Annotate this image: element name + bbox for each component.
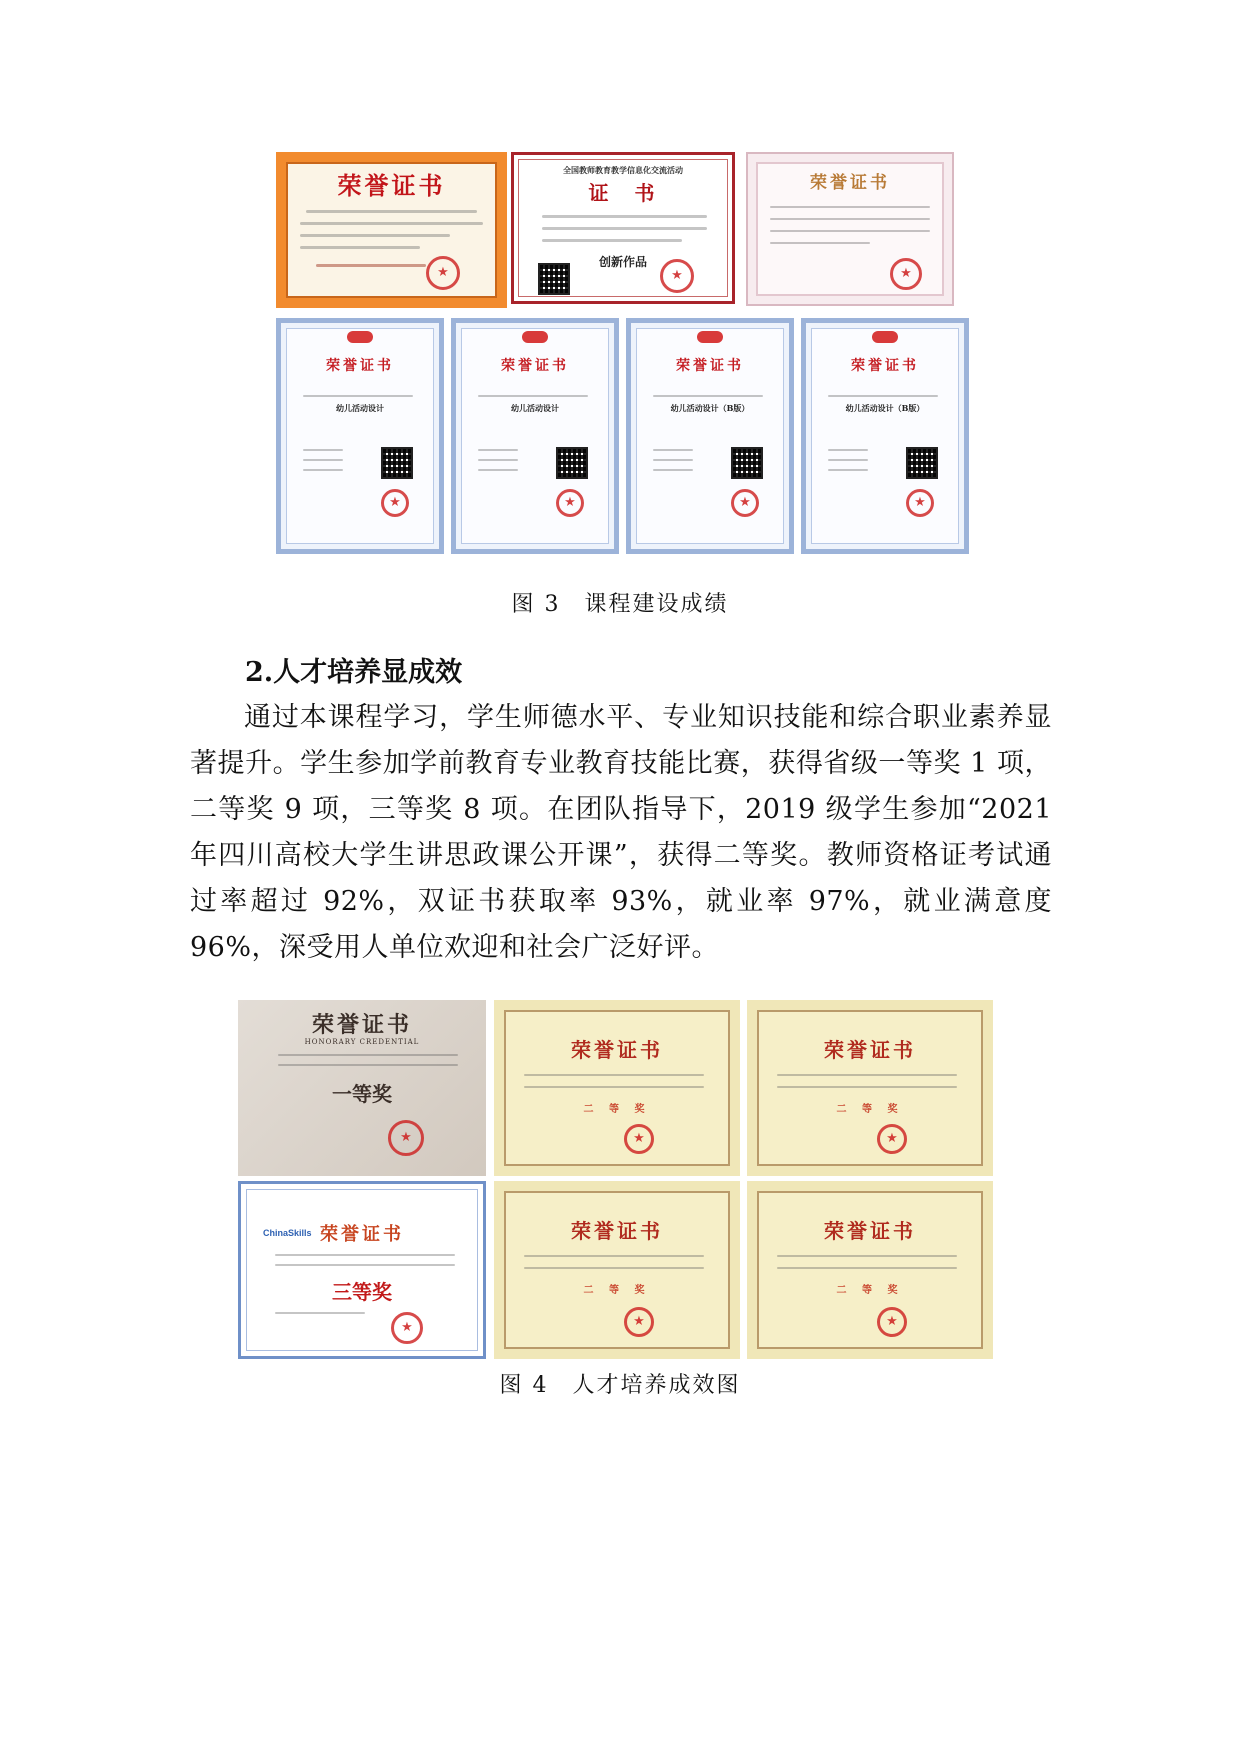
certificate-title: 荣誉证书: [571, 1219, 663, 1243]
logo-icon: [697, 331, 723, 343]
qr-code-icon: [556, 447, 588, 479]
qr-code-icon: [381, 447, 413, 479]
certificate-title: 荣誉证书: [337, 171, 446, 200]
qr-code-icon: [906, 447, 938, 479]
certificate-grey: [238, 1000, 486, 1176]
figure-3-caption: 图 3 课程建设成绩: [511, 592, 729, 617]
red-seal: [381, 489, 409, 517]
red-seal: [890, 258, 922, 290]
certificate-course: 幼儿活动设计: [511, 403, 559, 413]
certificate-title: 证 书: [588, 181, 658, 205]
red-seal: [426, 256, 460, 290]
certificate-title: 荣誉证书: [851, 358, 919, 374]
qr-code-icon: [731, 447, 763, 479]
red-seal: [556, 489, 584, 517]
certificate-award: 三等奖: [332, 1280, 392, 1304]
certificate-award: 二 等 奖: [583, 1104, 651, 1115]
certificate-title: 荣誉证书: [810, 173, 890, 193]
red-seal: [388, 1120, 424, 1156]
certificate-red-frame: [511, 152, 735, 304]
certificate-course: 幼儿活动设计（B版）: [845, 403, 925, 413]
certificate-title: 荣誉证书: [326, 358, 394, 374]
red-seal: [660, 259, 694, 293]
logo-icon: [872, 331, 898, 343]
certificate-blue-2: [451, 318, 619, 554]
certificate-course: 幼儿活动设计（B版）: [670, 403, 750, 413]
certificate-award: 二 等 奖: [836, 1285, 904, 1296]
certificate-pink: [746, 152, 954, 306]
certificate-orange: [276, 152, 507, 308]
certificate-title: 荣誉证书: [824, 1219, 916, 1243]
certificate-cream-2: [747, 1000, 993, 1176]
certificate-title: 荣誉证书: [320, 1224, 404, 1245]
certificate-title: 荣誉证书: [311, 1012, 412, 1038]
red-seal: [877, 1307, 907, 1337]
red-seal: [877, 1124, 907, 1154]
certificate-cream-4: [747, 1181, 993, 1359]
certificate-cream-3: [494, 1181, 740, 1359]
red-seal: [624, 1124, 654, 1154]
section-heading: 2.人才培养显成效: [245, 657, 463, 688]
red-seal: [624, 1307, 654, 1337]
certificate-subtitle: HONORARY CREDENTIAL: [304, 1038, 420, 1046]
logo-icon: [522, 331, 548, 343]
certificate-blue-1: [276, 318, 444, 554]
certificate-title: 荣誉证书: [501, 358, 569, 374]
red-seal: [906, 489, 934, 517]
red-seal: [731, 489, 759, 517]
logo-icon: [347, 331, 373, 343]
certificate-skills: [238, 1181, 486, 1359]
certificate-blue-4: [801, 318, 969, 554]
chinaskills-logo: ChinaSkills: [263, 1228, 312, 1238]
certificate-blue-3: [626, 318, 794, 554]
red-seal: [391, 1312, 423, 1344]
certificate-title: 荣誉证书: [824, 1038, 916, 1062]
qr-code-icon: [538, 263, 570, 295]
certificate-award: 二 等 奖: [583, 1285, 651, 1296]
certificate-course: 幼儿活动设计: [336, 403, 384, 413]
certificate-award: 创新作品: [598, 255, 647, 269]
certificate-title: 荣誉证书: [571, 1038, 663, 1062]
section-paragraph: 通过本课程学习，学生师德水平、专业知识技能和综合职业素养显著提升。学生参加学前教育专业教育技能比赛，获得省级一等奖 1 项，二等奖 9 项，三等奖 8 项。在团队指导下，2019 级学生参加“2021 年四川高校大学生讲思政课公开课”，获得二等奖。教师资格证考试通过率超过 92%，双证书获取率 93%，就业率 97%，就业满意度 96%，深受用人单位欢迎和社会广泛好评。: [190, 702, 1052, 963]
certificate-cream-1: [494, 1000, 740, 1176]
figure-4-caption: 图 4 人才培养成效图: [499, 1373, 741, 1398]
certificate-award: 二 等 奖: [836, 1104, 904, 1115]
certificate-header: 全国教师教育教学信息化交流活动: [563, 165, 683, 175]
certificate-award: 一等奖: [332, 1082, 392, 1106]
certificate-title: 荣誉证书: [676, 358, 744, 374]
